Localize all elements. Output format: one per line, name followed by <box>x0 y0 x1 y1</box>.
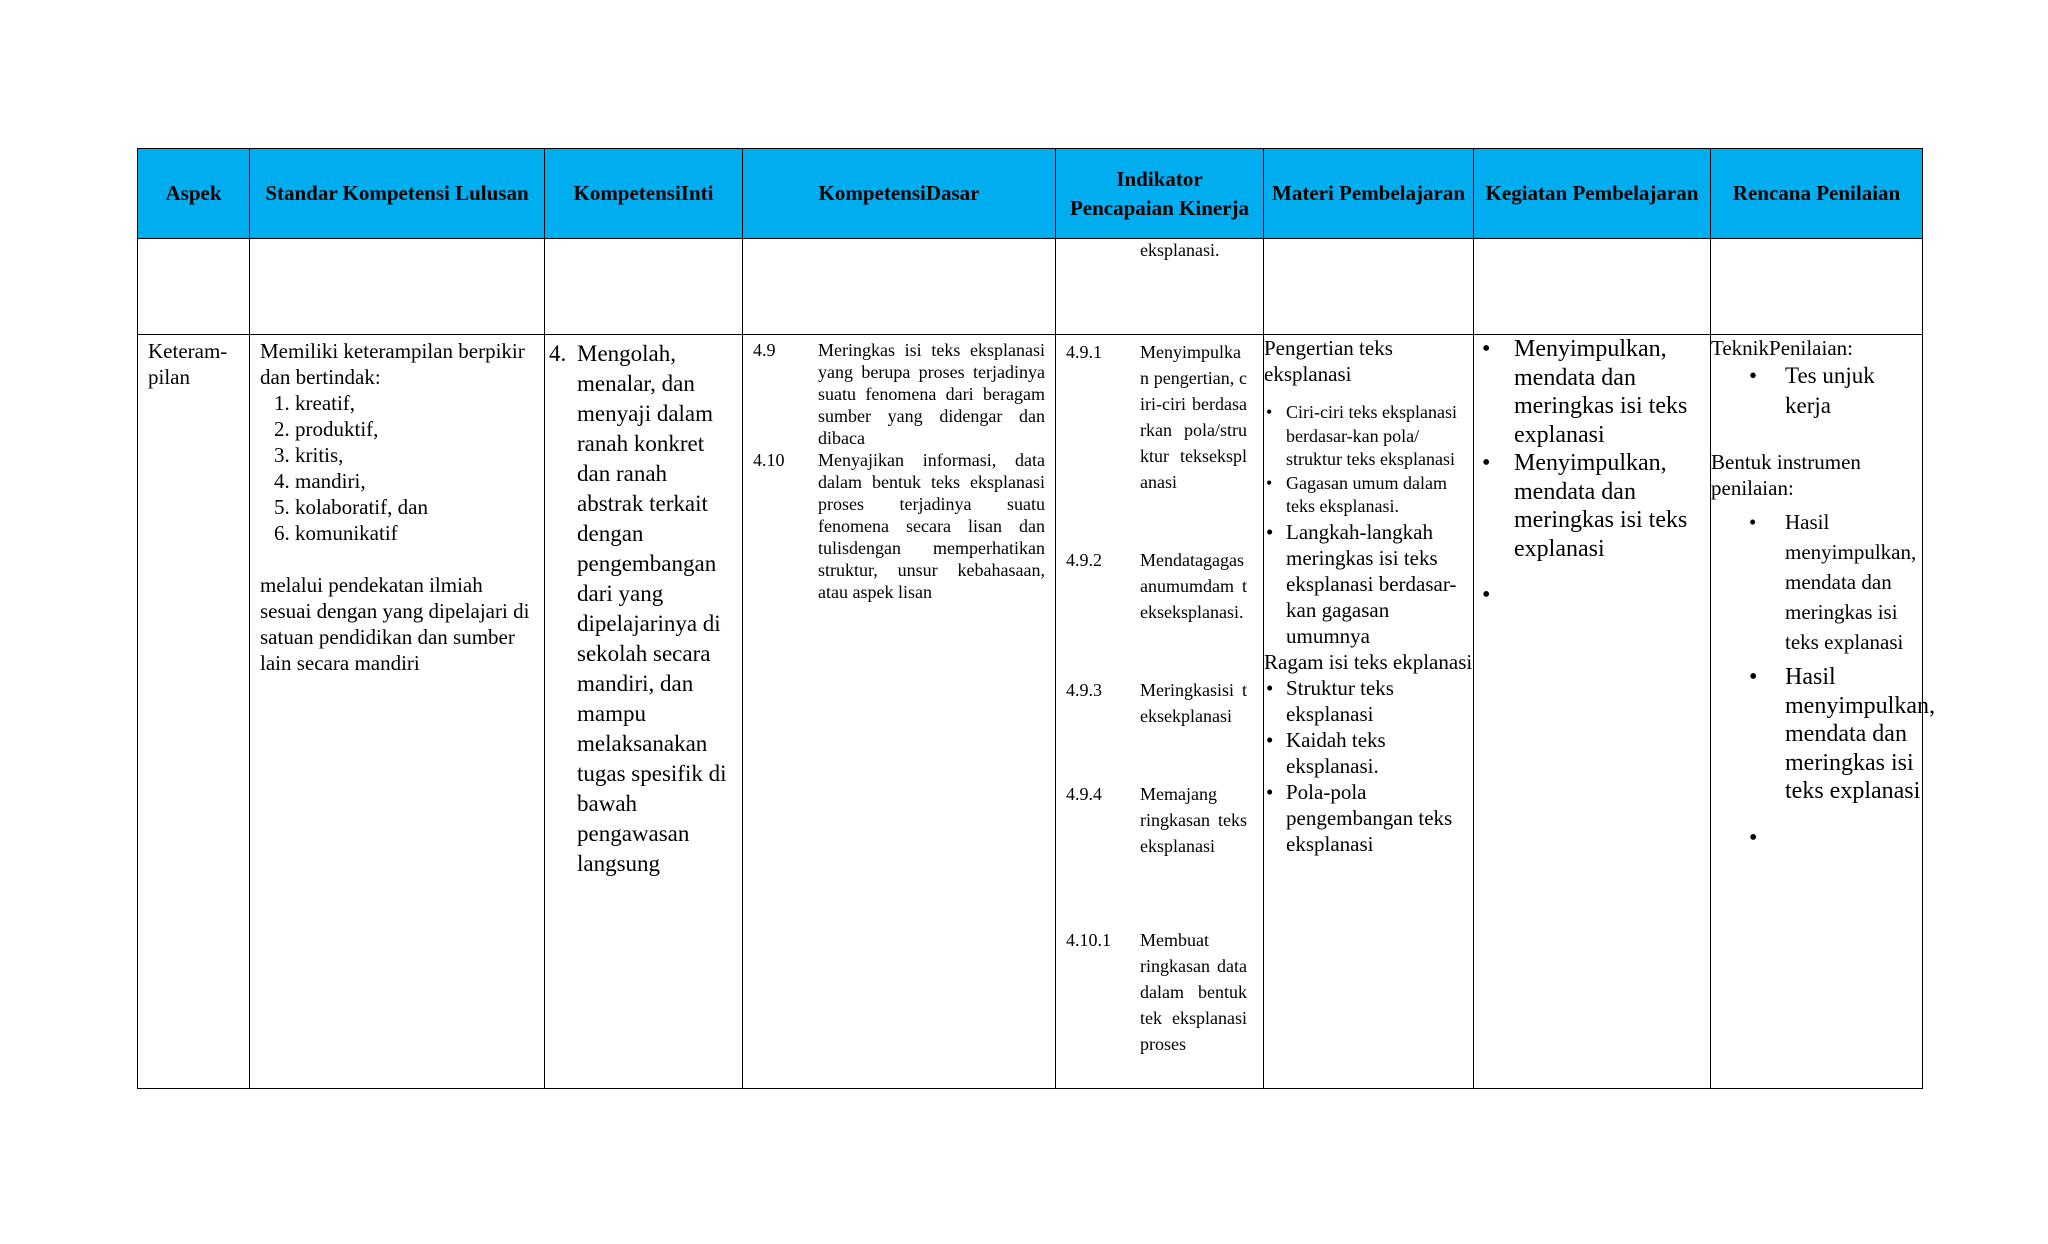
header-indikator: Indikator Pencapaian Kinerja <box>1056 149 1264 239</box>
list-item <box>1514 581 1710 609</box>
list-item <box>1056 927 1263 1057</box>
header-row <box>138 149 1923 239</box>
table-row <box>138 239 1923 335</box>
materi-title: Pengertian teks eksplanasi <box>1264 336 1393 386</box>
indikator-text: Menyimpulkan pengertian, ciri-ciri berdasarkan pola/struktur tekseksplanasi <box>1140 342 1247 492</box>
list-item <box>1785 824 1922 852</box>
indikator-text: Mendatagagasanumumdam tekseksplanasi. <box>1140 550 1247 622</box>
indikator-text: Membuat ringkasan data dalam bentuk tek eksplanasi proses <box>1140 930 1247 1054</box>
list-item <box>1056 677 1263 781</box>
header-aspek: Aspek <box>138 149 250 239</box>
header-kegiatan: Kegiatan Pembelajaran <box>1474 149 1711 239</box>
indikator-number: 4.9.4 <box>1066 784 1102 804</box>
ki-number: 4. <box>549 341 567 366</box>
indikator-cell <box>1056 335 1264 1089</box>
header-rencana: Rencana Penilaian <box>1711 149 1923 239</box>
indikator-number: 4.9.1 <box>1066 342 1102 362</box>
header-ki: KompetensiInti <box>545 149 743 239</box>
aspek-cell: Keteram-pilan <box>138 335 250 1089</box>
kd-text: Meringkas isi teks eksplanasi yang berupa proses terjadinya suatu fenomena dari beragam sumber yang didengar dan dibaca <box>818 340 1045 448</box>
indikator-tail: eksplanasi. <box>1140 240 1220 260</box>
list-item: • Pola-pola pengembangan teks eksplanasi <box>1286 779 1473 857</box>
kegiatan-cell <box>1474 335 1711 1089</box>
list-item <box>1056 339 1263 547</box>
list-item: 2. produktif, <box>295 416 534 442</box>
list-item <box>743 449 1055 603</box>
materi-ragam: Ragam isi teks ekplanasi <box>1264 649 1473 674</box>
list-item: • Tes unjuk kerja <box>1785 361 1922 421</box>
header-skl: Standar Kompetensi Lulusan <box>250 149 545 239</box>
materi-list <box>1264 519 1473 649</box>
rpp-table <box>137 148 1935 1089</box>
skl-list <box>260 390 534 546</box>
bentuk-label: Bentuk instrumen penilaian: <box>1711 450 1861 500</box>
list-item: 3. kritis, <box>295 442 534 468</box>
list-item: 4. mandiri, <box>295 468 534 494</box>
skl-cell <box>250 335 545 1089</box>
bentuk-list <box>1711 507 1922 657</box>
list-item <box>1056 547 1263 677</box>
list-item: 5. kolaboratif, dan <box>295 494 534 520</box>
kegiatan-list <box>1474 335 1710 609</box>
indikator-text: Memajang ringkasan teks eksplanasi <box>1140 784 1247 856</box>
header-materi: Materi Pembelajaran <box>1264 149 1474 239</box>
header-kd: KompetensiDasar <box>743 149 1056 239</box>
table-row <box>138 335 1923 1089</box>
list-item: • Menyimpulkan, mendata dan meringkas isi teks explanasi <box>1514 449 1710 563</box>
kd-number: 4.9 <box>753 340 776 360</box>
list-item <box>743 339 1055 449</box>
list-item <box>1056 781 1263 927</box>
kd-cell <box>743 335 1056 1089</box>
bentuk-list <box>1711 663 1935 852</box>
teknik-list <box>1711 361 1922 421</box>
rencana-cell <box>1711 335 1935 1089</box>
list-item: 1. kreatif, <box>295 390 534 416</box>
indikator-number: 4.9.3 <box>1066 680 1102 700</box>
list-item: • Kaidah teks eksplanasi. <box>1286 727 1473 779</box>
ki-text: Mengolah, menalar, dan menyaji dalam ranah konkret dan ranah abstrak terkait dengan pengembangan dari yang dipelajarinya di sekolah secara mandiri, dan mampu melaksanakan tugas spesifik di bawah pengawasan langsung <box>577 341 727 876</box>
kd-number: 4.10 <box>753 450 785 470</box>
indikator-number: 4.10.1 <box>1066 930 1111 950</box>
list-item: 6. komunikatif <box>295 520 534 546</box>
list-item: • Hasil menyimpulkan, mendata dan meringkas isi teks explanasi <box>1785 663 1922 806</box>
list-item: • Langkah-langkah meringkas isi teks eksplanasi berdasar-kan gagasan umumnya <box>1286 519 1473 649</box>
materi-list <box>1264 401 1473 519</box>
list-item: • Menyimpulkan, mendata dan meringkas isi teks explanasi <box>1514 335 1710 449</box>
teknik-label: TeknikPenilaian: <box>1711 336 1853 360</box>
list-item: • Hasil menyimpulkan, mendata dan meringkas isi teks explanasi <box>1785 507 1922 657</box>
kd-text: Menyajikan informasi, data dalam bentuk teks eksplanasi proses terjadinya suatu fenomena secara lisan dan tulisdengan memperhatikan struktur, unsur kebahasaan, atau aspek lisan <box>818 450 1045 602</box>
ki-cell <box>545 335 743 1089</box>
list-item: • Ciri-ciri teks eksplanasi berdasar-kan pola/ struktur teks eksplanasi <box>1286 401 1473 472</box>
skl-intro: Memiliki keterampilan berpikir dan bertindak: <box>260 339 525 389</box>
list-item: • Struktur teks eksplanasi <box>1286 675 1473 727</box>
materi-cell <box>1264 335 1474 1089</box>
indikator-text: Meringkasisi teksekplanasi <box>1140 680 1247 726</box>
materi-list <box>1264 675 1473 857</box>
skl-closing: melalui pendekatan ilmiah sesuai dengan yang dipelajari di satuan pendidikan dan sumber lain secara mandiri <box>260 573 530 675</box>
list-item: • Gagasan umum dalam teks eksplanasi. <box>1286 472 1473 519</box>
indikator-number: 4.9.2 <box>1066 550 1102 570</box>
